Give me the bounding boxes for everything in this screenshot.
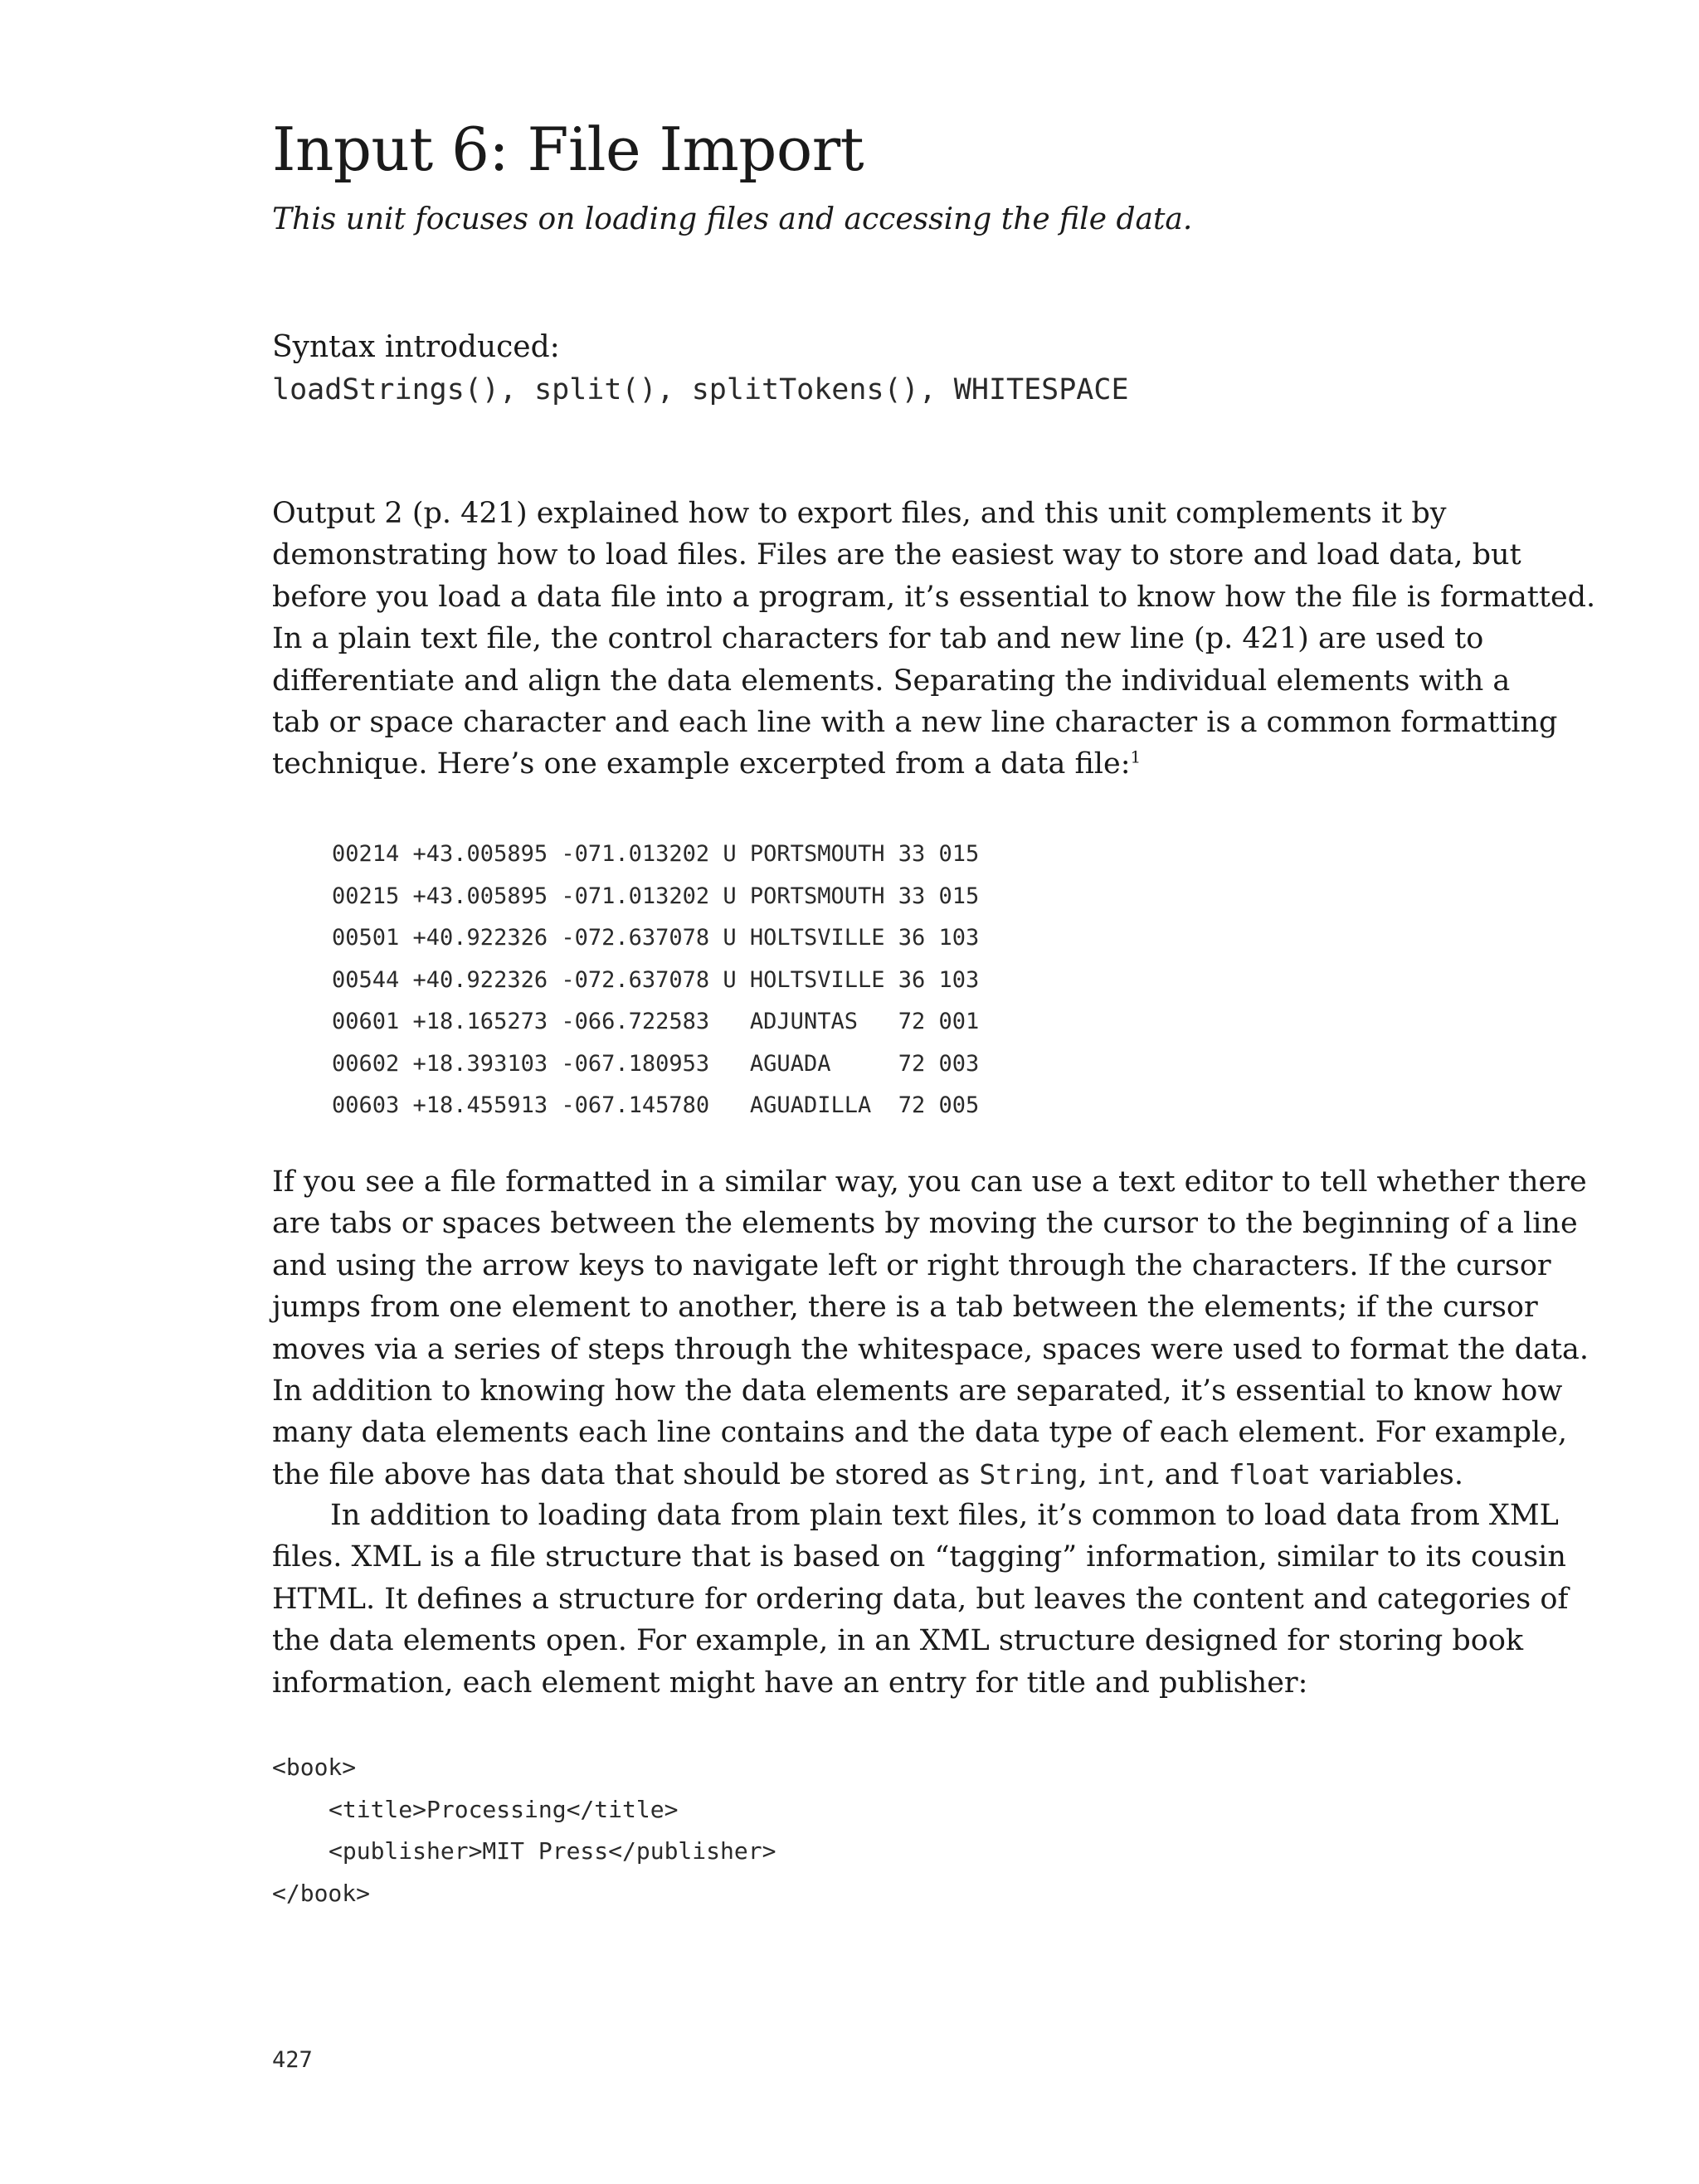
data-row: 00214 +43.005895 -071.013202 U PORTSMOUTH 33 015 (332, 841, 980, 867)
section-subtitle: This unit focuses on loading files and accessing the file data. (272, 202, 1193, 236)
text-line (272, 743, 1500, 785)
syntax-code: loadStrings(), split(), splitTokens(), WHITESPACE (272, 373, 1129, 406)
page-number: 427 (272, 2047, 313, 2073)
book-page (272, 0, 1596, 2184)
code-string: String (979, 1457, 1078, 1491)
text-line: and using the arrow keys to navigate left or right through the characters. If the cursor (272, 1248, 1551, 1282)
text-line-content: technique. Here’s one example excerpted from a data file: (272, 747, 1131, 781)
text-line: In addition to knowing how the data elements are separated, it’s essential to know how (272, 1374, 1563, 1408)
text-line (272, 1454, 1500, 1496)
syntax-label: Syntax introduced: (272, 330, 560, 364)
section-title: Input 6: File Import (272, 114, 864, 184)
code-float: float (1228, 1457, 1312, 1491)
xml-paragraph (272, 1495, 1569, 1704)
text-line: demonstrating how to load files. Files are the easiest way to store and load data, but (272, 538, 1521, 572)
text-line: In addition to loading data from plain text files, it’s common to load data from XML (330, 1499, 1559, 1532)
text-line: jumps from one element to another, there is a tab between the elements; if the cursor (272, 1291, 1538, 1325)
data-row: 00603 +18.455913 -067.145780 AGUADILLA 72 005 (332, 1092, 980, 1118)
text-line: many data elements each line contains and the data type of each element. For example, (272, 1416, 1568, 1450)
data-row: 00602 +18.393103 -067.180953 AGUADA 72 003 (332, 1050, 980, 1077)
text-line: In a plain text file, the control characters for tab and new line (p. 421) are used to (272, 622, 1484, 656)
text-line: before you load a data file into a program, it’s essential to know how the file is formatted. (272, 580, 1596, 614)
text-line: HTML. It defines a structure for ordering data, but leaves the content and categories of (272, 1582, 1569, 1616)
text-fragment: the file above has data that should be stored as (272, 1457, 980, 1491)
text-line: Output 2 (p. 421) explained how to export files, and this unit complements it by (272, 497, 1447, 530)
text-line: the data elements open. For example, in an XML structure designed for storing book (272, 1624, 1524, 1658)
text-fragment: , and (1146, 1457, 1229, 1491)
xml-line: <title>Processing</title> (329, 1795, 679, 1823)
intro-paragraph (272, 493, 1596, 786)
xml-line: <publisher>MIT Press</publisher> (329, 1837, 776, 1865)
xml-line: </book> (272, 1879, 371, 1907)
data-file-excerpt (332, 834, 979, 1127)
code-int: int (1096, 1457, 1146, 1491)
text-line: tab or space character and each line with a new line character is a common formatting (272, 706, 1558, 740)
data-row: 00544 +40.922326 -072.637078 U HOLTSVILLE 36 103 (332, 966, 980, 993)
data-row: 00501 +40.922326 -072.637078 U HOLTSVILLE 36 103 (332, 925, 980, 951)
text-fragment: , (1078, 1457, 1097, 1491)
formatting-paragraph (272, 1161, 1589, 1496)
text-line: differentiate and align the data elements. Separating the individual elements with a (272, 664, 1511, 698)
data-row: 00215 +43.005895 -071.013202 U PORTSMOUTH 33 015 (332, 883, 980, 909)
text-line: information, each element might have an entry for title and publisher: (272, 1666, 1308, 1700)
text-line: are tabs or spaces between the elements by moving the cursor to the beginning of a line (272, 1207, 1578, 1241)
xml-example (272, 1747, 776, 1914)
xml-line: <book> (272, 1754, 357, 1781)
text-line: If you see a file formatted in a similar way, you can use a text editor to tell whether there (272, 1165, 1587, 1199)
text-line: moves via a series of steps through the whitespace, spaces were used to format the data. (272, 1332, 1589, 1366)
text-fragment: variables. (1311, 1457, 1463, 1491)
text-line: files. XML is a file structure that is based on “tagging” information, similar to its cousin (272, 1540, 1566, 1574)
footnote-marker: 1 (1130, 747, 1142, 767)
data-row: 00601 +18.165273 -066.722583 ADJUNTAS 72 001 (332, 1009, 980, 1034)
